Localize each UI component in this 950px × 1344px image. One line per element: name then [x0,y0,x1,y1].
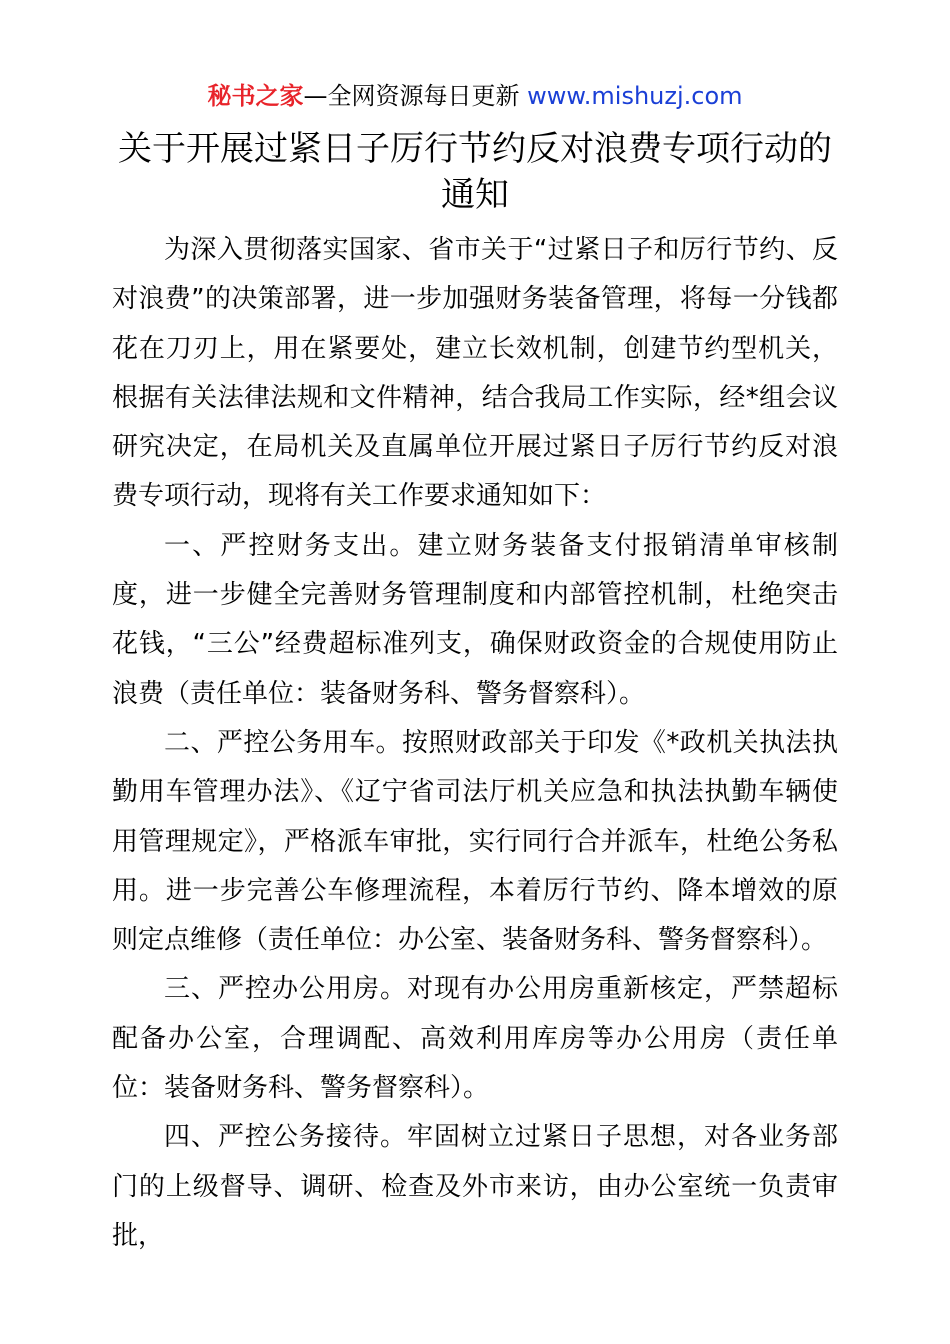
paragraph-item-3: 三、严控办公用房。对现有办公用房重新核定，严禁超标配备办公室，合理调配、高效利用库房等办公用房（责任单位：装备财务科、警务督察科）。 [112,974,838,1104]
site-tagline: —全网资源每日更新 [303,82,520,110]
site-brand: 秘书之家 [207,82,304,110]
paragraph-item-2: 二、严控公务用车。按照财政部关于印发《*政机关执法执勤用车管理办法》、《辽宁省司法厅机关应急和执法执勤车辆使用管理规定》，严格派车审批，实行同行合并派车，杜绝公务私用。进一步完善公车修理流程，本着厉行节约、降本增效的原则定点维修（责任单位：办公室、装备财务科、警务督察科）。 [112,727,838,956]
document-body [112,226,838,1261]
site-banner [0,80,950,112]
paragraph-item-1: 一、严控财务支出。建立财务装备支付报销清单审核制度，进一步健全完善财务管理制度和内部管控机制，杜绝突击花钱，“三公”经费超标准列支，确保财政资金的合规使用防止浪费（责任单位：装备财务科、警务督察科）。 [112,530,838,709]
paragraph-item-4: 四、严控公务接待。牢固树立过紧日子思想，对各业务部门的上级督导、调研、检查及外市来访，由办公室统一负责审批， [112,1122,838,1251]
site-url-link[interactable]: www.mishuzj.com [527,82,743,110]
document-title: 关于开展过紧日子厉行节约反对浪费专项行动的通知 [118,129,832,215]
paragraph-intro: 为深入贯彻落实国家、省市关于“过紧日子和厉行节约、反对浪费”的决策部署，进一步加强财务装备管理，将每一分钱都花在刀刃上，用在紧要处，建立长效机制，创建节约型机关，根据有关法律法规和文件精神，结合我局工作实际，经*组会议研究决定，在局机关及直属单位开展过紧日子厉行节约反对浪费专项行动，现将有关工作要求通知如下： [112,235,838,512]
